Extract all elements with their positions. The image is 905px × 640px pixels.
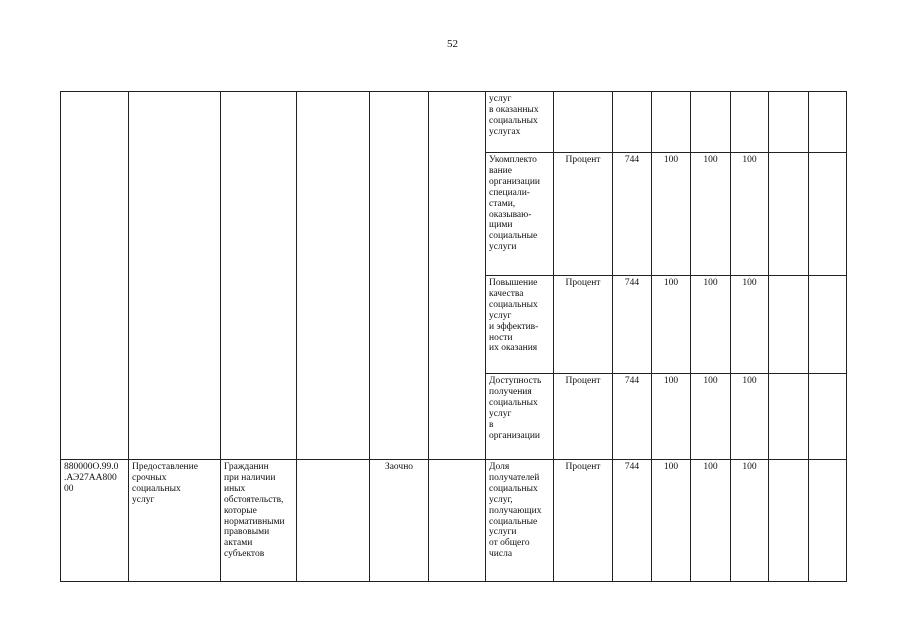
- deviation-percent-cell: [769, 276, 809, 374]
- okei-code-cell: 744: [613, 460, 652, 582]
- unit-cell: Процент: [554, 276, 613, 374]
- form-cell: Заочно: [370, 460, 429, 582]
- form-cell: [370, 92, 429, 460]
- okei-code-cell: [613, 92, 652, 153]
- indicator-name-cell: Доступность получения социальных услуг в организации: [486, 374, 554, 460]
- table-row: [61, 460, 847, 582]
- unit-cell: Процент: [554, 460, 613, 582]
- indicator-name-cell: Повышение качества социальных услуг и эффектив- ности их оказания: [486, 276, 554, 374]
- value-year1-cell: 100: [652, 460, 691, 582]
- okei-code-cell: 744: [613, 276, 652, 374]
- deviation-percent-cell: [769, 153, 809, 276]
- reg-number-cell: [61, 92, 129, 460]
- unit-cell: [554, 92, 613, 153]
- category-cell: Гражданин при наличии иных обстоятельств, которые нормативными правовыми актами субъектов: [221, 460, 297, 582]
- table-row: [61, 92, 847, 153]
- value-year2-cell: 100: [691, 153, 731, 276]
- deviation-percent-cell: [769, 460, 809, 582]
- condition-cell: [297, 92, 370, 460]
- value-year3-cell: 100: [731, 374, 769, 460]
- extra-cell: [429, 92, 486, 460]
- condition-cell: [297, 460, 370, 582]
- value-year2-cell: 100: [691, 374, 731, 460]
- value-year3-cell: [731, 92, 769, 153]
- deviation-absolute-cell: [809, 92, 847, 153]
- deviation-absolute-cell: [809, 374, 847, 460]
- service-cell: Предоставление срочных социальных услуг: [129, 460, 221, 582]
- unit-cell: Процент: [554, 153, 613, 276]
- page-number: 52: [447, 38, 458, 50]
- deviation-percent-cell: [769, 374, 809, 460]
- indicator-name-cell: услуг в оказанных социальных услугах: [486, 92, 554, 153]
- reg-number-cell: 880000О.99.0 .АЭ27АА800 00: [61, 460, 129, 582]
- okei-code-cell: 744: [613, 374, 652, 460]
- value-year3-cell: 100: [731, 460, 769, 582]
- deviation-absolute-cell: [809, 276, 847, 374]
- value-year1-cell: 100: [652, 276, 691, 374]
- indicator-name-cell: Доля получателей социальных услуг, получающих социальные услуги от общего числа: [486, 460, 554, 582]
- value-year2-cell: 100: [691, 276, 731, 374]
- value-year2-cell: [691, 92, 731, 153]
- unit-cell: Процент: [554, 374, 613, 460]
- deviation-percent-cell: [769, 92, 809, 153]
- value-year1-cell: 100: [652, 374, 691, 460]
- category-cell: [221, 92, 297, 460]
- extra-cell: [429, 460, 486, 582]
- okei-code-cell: 744: [613, 153, 652, 276]
- value-year1-cell: 100: [652, 153, 691, 276]
- value-year3-cell: 100: [731, 153, 769, 276]
- service-indicators-table: [60, 91, 847, 582]
- deviation-absolute-cell: [809, 153, 847, 276]
- indicator-name-cell: Укомплекто вание организации специали- стами, оказываю- щими социальные услуги: [486, 153, 554, 276]
- value-year1-cell: [652, 92, 691, 153]
- service-cell: [129, 92, 221, 460]
- value-year2-cell: 100: [691, 460, 731, 582]
- value-year3-cell: 100: [731, 276, 769, 374]
- deviation-absolute-cell: [809, 460, 847, 582]
